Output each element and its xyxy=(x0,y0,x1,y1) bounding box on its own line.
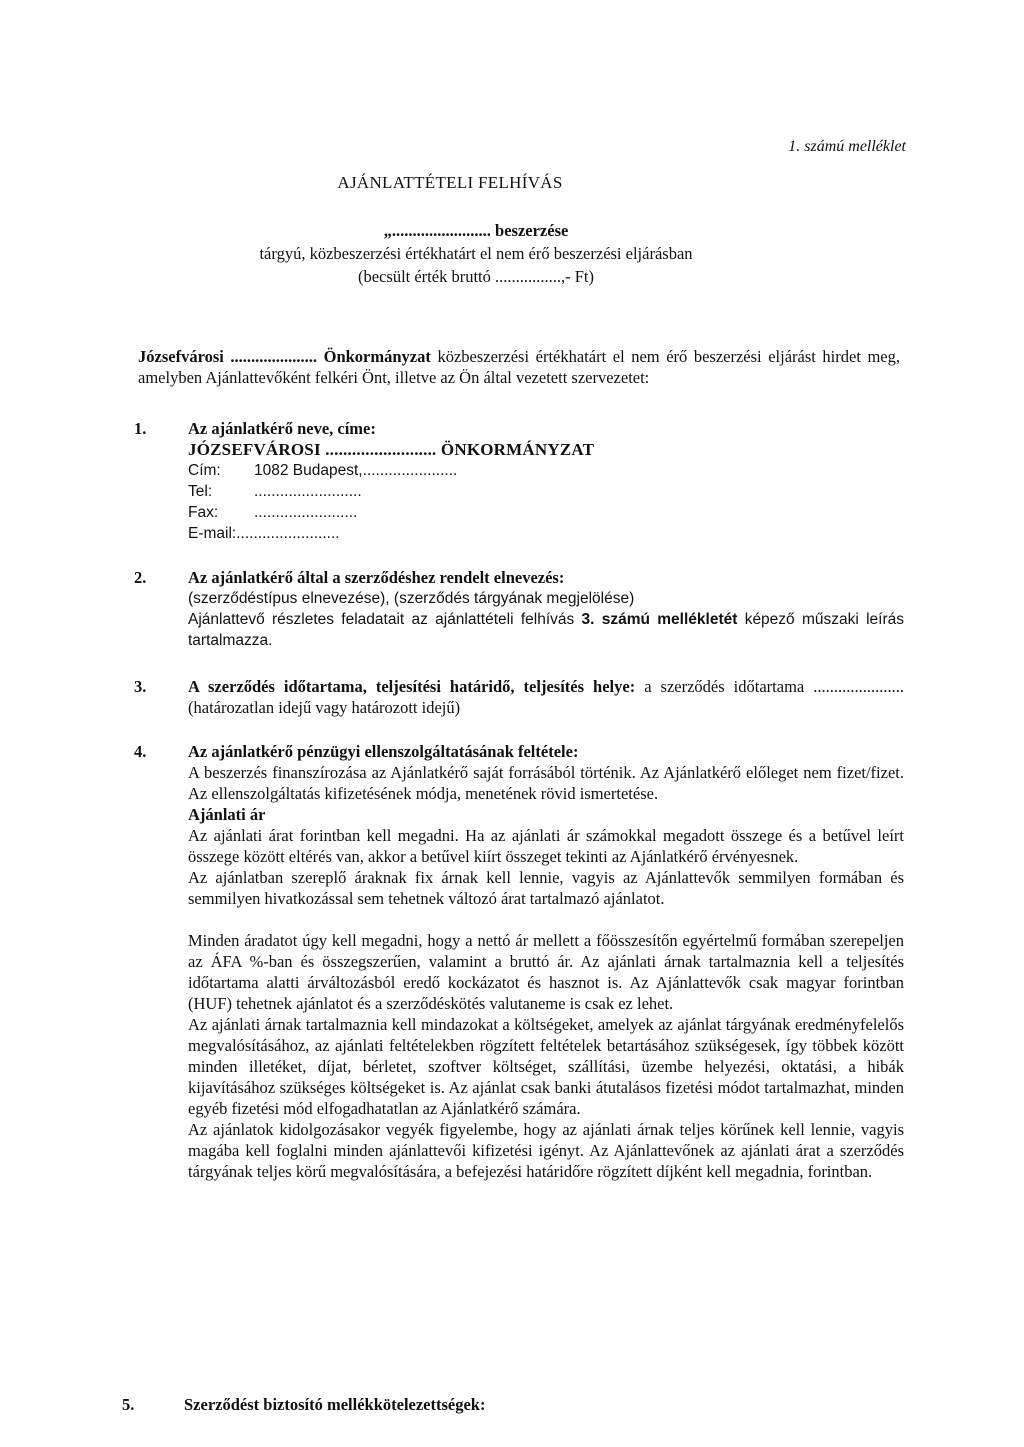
subject-block xyxy=(0,220,952,289)
address-row xyxy=(188,481,904,502)
costs-paragraph: Az ajánlati árnak tartalmaznia kell mindazokat a költségeket, amelyek az ajánlat tárgyának eredményfelelős megvalósításához, az ajánlati feltételekben rögzített feltételek betartásához szükségesek, így többek között minden illetéket, díjat, bérletet, szoftver költséget, szállítási, üzembe helyezési, oktatási, a hibák kijavításához szükséges költségeket is. Az ajánlat csak banki átutalásos fizetési módot tartalmazhat, minden egyéb fizetési mód elfogadhatatlan az Ajánlatkérő számára. xyxy=(188,1015,904,1118)
section-heading: A szerződés időtartama, teljesítési határidő, teljesítés helye: xyxy=(188,677,636,696)
section-number: 4. xyxy=(134,742,147,761)
complete-price-paragraph: Az ajánlatok kidolgozásakor vegyék figyelembe, hogy az ajánlati árnak teljes körűnek kell lennie, vagyis magába kell foglalni minden ajánlattevői kifizetési igényt. Az Ajánlattevőnek az ajánlati árat a szerződés tárgyának teljes körű megvalósítására, a befejezési határidőre rögzített díjként kell megadnia, forintban. xyxy=(188,1120,904,1181)
address-row xyxy=(188,460,904,481)
fax-value: ........................ xyxy=(254,504,358,521)
organization-name: JÓZSEFVÁROSI ......................... ÖNKORMÁNYZAT xyxy=(188,440,595,459)
section-2 xyxy=(134,567,904,651)
price-data-paragraph: Minden áradatot úgy kell megadni, hogy a nettó ár mellett a főösszesítőn egyértelmű formában szerepeljen az ÁFA %-ban és összegszerűen, valamint a bruttó ár. Az ajánlati árnak tartalmaznia kell a teljesítés időtartama alatti árváltozásból eredő kockázatot és hasznot is. Az Ajánlattevők csak magyar forintban (HUF) tehetnek ajánlatot és a szerződéskötés valutaneme is csak ez lehet. xyxy=(188,931,904,1013)
price-subheading: Ajánlati ár xyxy=(188,805,266,824)
section-1 xyxy=(134,418,904,544)
intro-rest: közbeszerzési értékhatárt el nem érő beszerzési eljárást hirdet meg, amelyben Ajánlattevőként felkéri Önt, illetve az Ön által vezetett szervezetet: xyxy=(138,347,901,387)
subject-placeholder: „........................ xyxy=(383,221,491,240)
email-value: ........................ xyxy=(236,525,340,542)
duration-text: a szerződés időtartama ...................... (határozatlan idejű vagy határozott idejű) xyxy=(188,677,904,717)
phone-value: ......................... xyxy=(254,483,362,500)
fax-label: Fax: xyxy=(188,504,219,521)
tasks-text: Ajánlattevő részletes feladatait az ajánlattételi felhívás xyxy=(188,611,582,628)
section-heading: Az ajánlatkérő pénzügyi ellenszolgáltatásának feltétele: xyxy=(188,742,579,761)
fixed-price-paragraph: Az ajánlatban szereplő áraknak fix árnak kell lennie, vagyis az Ajánlattevők semmilyen formában és semmilyen hivatkozással sem tehetnek változó árat tartalmazó ajánlatot. xyxy=(188,868,904,908)
address-value: 1082 Budapest,...................... xyxy=(254,462,458,479)
subject-line-2: tárgyú, közbeszerzési értékhatárt el nem érő beszerzési eljárásban xyxy=(259,244,693,263)
address-block xyxy=(188,460,904,544)
price-paragraph: Az ajánlati árat forintban kell megadni. Ha az ajánlati ár számokkal megadott összege és a betűvel leírt összege között eltérés van, akkor a betűvel kiírt összeget tekinti az Ajánlatkérő érvényesnek. xyxy=(188,826,904,866)
document-title: AJÁNLATTÉTELI FELHÍVÁS xyxy=(337,173,563,192)
financing-paragraph: A beszerzés finanszírozása az Ajánlatkérő saját forrásából történik. Az Ajánlatkérő előleget nem fizet/fizet. Az ellenszolgáltatás kifizetésének módja, menetének rövid ismertetése. xyxy=(188,763,904,803)
phone-label: Tel: xyxy=(188,483,213,500)
section-4 xyxy=(134,741,904,1182)
section-number: 5. xyxy=(122,1395,135,1414)
subject-title: beszerzése xyxy=(490,221,569,240)
section-3 xyxy=(134,676,904,718)
section-heading: Az ajánlatkérő neve, címe: xyxy=(188,419,376,438)
email-label: E-mail: xyxy=(188,525,237,542)
annex-reference: 3. számú mellékletét xyxy=(581,611,738,628)
section-number: 2. xyxy=(134,568,147,587)
section-5 xyxy=(122,1394,892,1415)
section-number: 3. xyxy=(134,677,147,696)
subject-line-3: (becsült érték bruttó ................,- Ft) xyxy=(358,267,594,286)
intro-paragraph xyxy=(138,346,900,388)
intro-bold: Önkormányzat xyxy=(317,347,431,366)
address-row xyxy=(188,523,904,544)
tasks-text-end: képező műszaki leírás tartalmazza. xyxy=(188,611,904,649)
annex-label: 1. számú melléklet xyxy=(788,138,906,155)
subject-line-1 xyxy=(0,220,952,241)
section-heading: Az ajánlatkérő által a szerződéshez rendelt elnevezés: xyxy=(188,568,565,587)
intro-lead: Józsefvárosi ..................... xyxy=(138,347,318,366)
address-label: Cím: xyxy=(188,462,221,479)
section-heading: Szerződést biztosító mellékkötelezettségek: xyxy=(184,1395,486,1414)
contract-type-line: (szerződéstípus elnevezése), (szerződés tárgyának megjelölése) xyxy=(188,590,635,607)
section-number: 1. xyxy=(134,419,147,438)
address-row xyxy=(188,502,904,523)
